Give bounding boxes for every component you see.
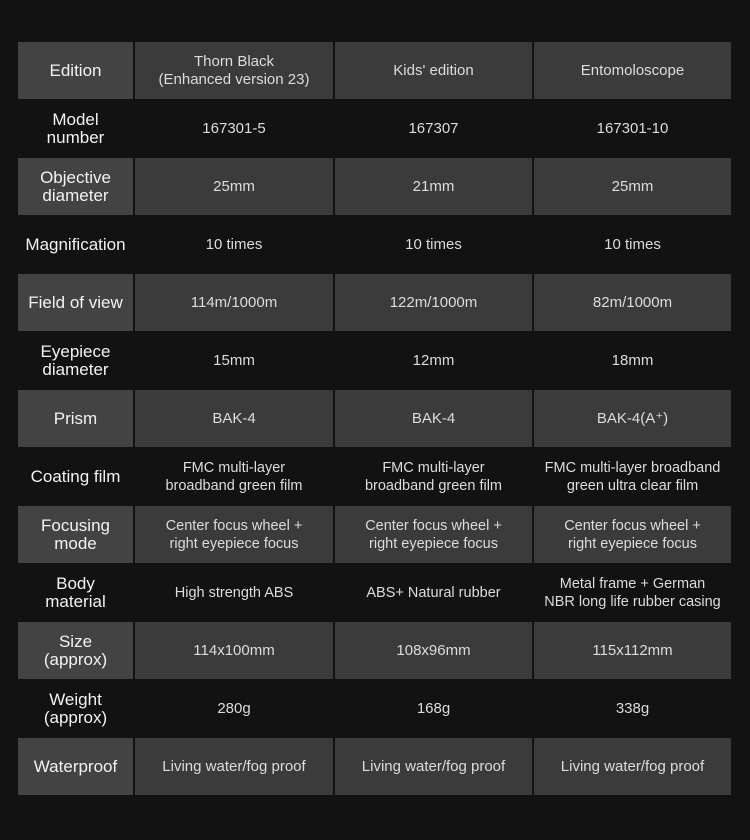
table-row bbox=[18, 447, 732, 506]
row-label: Focusing mode bbox=[18, 506, 133, 563]
table-cell: 15mm bbox=[213, 351, 255, 369]
table-cell: 82m/1000m bbox=[534, 274, 731, 331]
table-cell: 167301-5 bbox=[202, 119, 266, 137]
row-label: Field of view bbox=[18, 274, 133, 331]
table-cell: Center focus wheel + right eyepiece focus bbox=[534, 506, 731, 563]
row-label: Weight (approx) bbox=[43, 689, 108, 727]
table-cell: Living water/fog proof bbox=[135, 738, 333, 795]
table-cell: 280g bbox=[217, 699, 251, 717]
table-cell: Center focus wheel + right eyepiece focus bbox=[135, 506, 333, 563]
table-cell: ABS+ Natural rubber bbox=[366, 584, 501, 601]
table-cell: Living water/fog proof bbox=[534, 738, 731, 795]
row-label: Body material bbox=[45, 573, 106, 611]
row-label: Waterproof bbox=[18, 738, 133, 795]
table-cell: Kids' edition bbox=[335, 42, 532, 99]
table-cell: 167307 bbox=[408, 119, 459, 137]
table-cell: Living water/fog proof bbox=[335, 738, 532, 795]
spec-table bbox=[18, 42, 732, 795]
table-cell: 115x112mm bbox=[534, 622, 731, 679]
table-row bbox=[18, 158, 732, 215]
table-cell: Entomoloscope bbox=[534, 42, 731, 99]
table-row bbox=[18, 563, 732, 622]
table-cell: 108x96mm bbox=[335, 622, 532, 679]
row-label: Size (approx) bbox=[18, 622, 133, 679]
table-row bbox=[18, 622, 732, 679]
table-row bbox=[18, 738, 732, 795]
table-cell: 10 times bbox=[205, 235, 263, 253]
row-label: Model number bbox=[46, 109, 105, 147]
table-cell: 25mm bbox=[534, 158, 731, 215]
row-label: Magnification bbox=[25, 234, 126, 254]
table-row bbox=[18, 42, 732, 99]
table-cell: Thorn Black (Enhanced version 23) bbox=[135, 42, 333, 99]
table-cell: 21mm bbox=[335, 158, 532, 215]
table-cell: 122m/1000m bbox=[335, 274, 532, 331]
table-row bbox=[18, 679, 732, 738]
table-cell: FMC multi-layer broadband green film bbox=[165, 459, 303, 494]
table-cell: 167301-10 bbox=[596, 119, 669, 137]
row-label: Coating film bbox=[30, 466, 121, 486]
table-cell: 168g bbox=[416, 699, 451, 717]
table-cell: 10 times bbox=[405, 235, 462, 253]
table-row bbox=[18, 215, 732, 274]
table-cell: FMC multi-layer broadband green ultra clear film bbox=[544, 459, 721, 494]
table-row bbox=[18, 390, 732, 447]
table-row bbox=[18, 331, 732, 390]
row-label: Eyepiece diameter bbox=[40, 341, 111, 379]
table-cell: Center focus wheel + right eyepiece focus bbox=[335, 506, 532, 563]
table-cell: 338g bbox=[615, 699, 650, 717]
table-cell: BAK-4 bbox=[135, 390, 333, 447]
table-cell: High strength ABS bbox=[174, 584, 294, 601]
table-cell: 114x100mm bbox=[135, 622, 333, 679]
table-cell: 25mm bbox=[135, 158, 333, 215]
row-label: Edition bbox=[18, 42, 133, 99]
table-cell: FMC multi-layer broadband green film bbox=[364, 459, 503, 494]
table-cell: Metal frame + German NBR long life rubber casing bbox=[544, 575, 721, 610]
table-cell: 18mm bbox=[611, 351, 654, 369]
table-row bbox=[18, 506, 732, 563]
table-cell: 12mm bbox=[412, 351, 455, 369]
row-label: Objective diameter bbox=[18, 158, 133, 215]
table-cell: 114m/1000m bbox=[135, 274, 333, 331]
table-cell: 10 times bbox=[604, 235, 661, 253]
table-row bbox=[18, 274, 732, 331]
table-cell: BAK-4(A⁺) bbox=[534, 390, 731, 447]
row-label: Prism bbox=[18, 390, 133, 447]
table-row bbox=[18, 99, 732, 158]
table-cell: BAK-4 bbox=[335, 390, 532, 447]
